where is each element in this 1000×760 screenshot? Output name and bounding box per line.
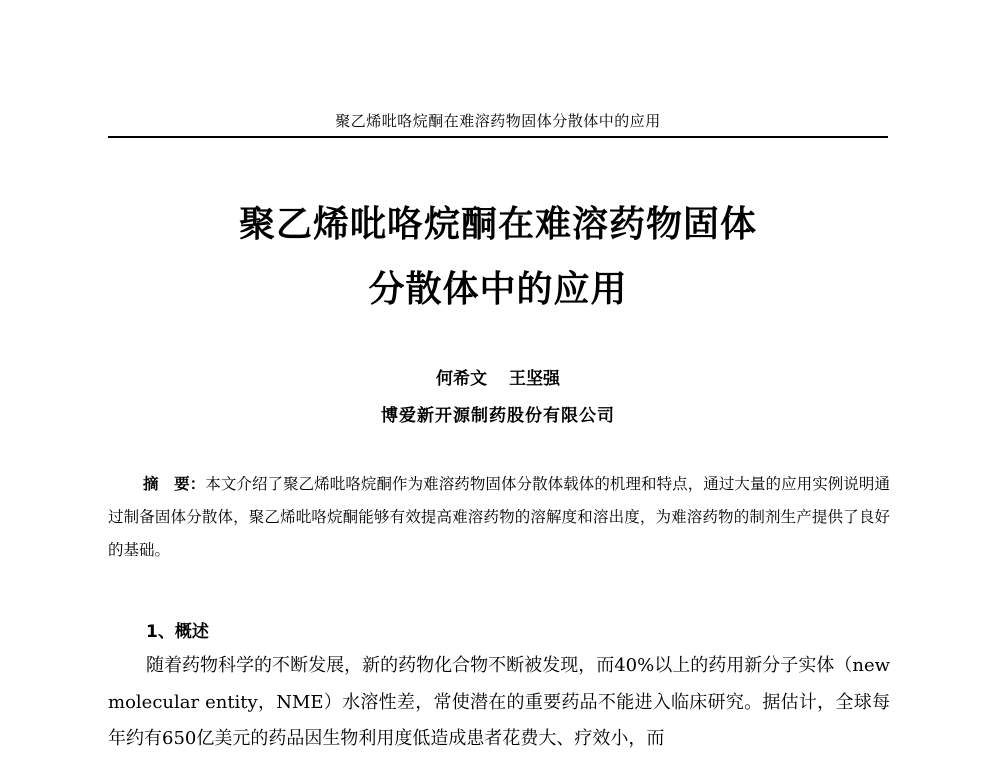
paper-title-line-1: 聚乙烯吡咯烷酮在难溶药物固体 (238, 203, 757, 245)
abstract (108, 468, 890, 567)
header-rule (108, 136, 888, 138)
paper-title-line-2: 分散体中的应用 (368, 268, 628, 310)
author-affiliation: 博爱新开源制药股份有限公司 (381, 406, 615, 426)
author-list (108, 364, 888, 389)
author-name: 何希文 (436, 369, 487, 389)
abstract-text: 本文介绍了聚乙烯吡咯烷酮作为难溶药物固体分散体载体的机理和特点，通过大量的应用实例说明通过制备固体分散体，聚乙烯吡咯烷酮能够有效提高难溶药物的溶解度和溶出度，为难溶药物的制剂生产提供了良好的基础。 (108, 475, 890, 559)
section-heading: 1、概述 (146, 622, 209, 642)
running-header: 聚乙烯吡咯烷酮在难溶药物固体分散体中的应用 (335, 112, 661, 130)
body-paragraph: 随着药物科学的不断发展，新的药物化合物不断被发现，而40%以上的药用新分子实体（new molecular entity，NME）水溶性差，常使潜在的重要药品不能进入临床研究。据估计，全球每年约有650亿美元的药品因生物利用度低造成患者花费大、疗效小，而 (108, 655, 890, 749)
abstract-label: 摘 要： (143, 475, 206, 493)
author-name: 王坚强 (509, 369, 560, 389)
